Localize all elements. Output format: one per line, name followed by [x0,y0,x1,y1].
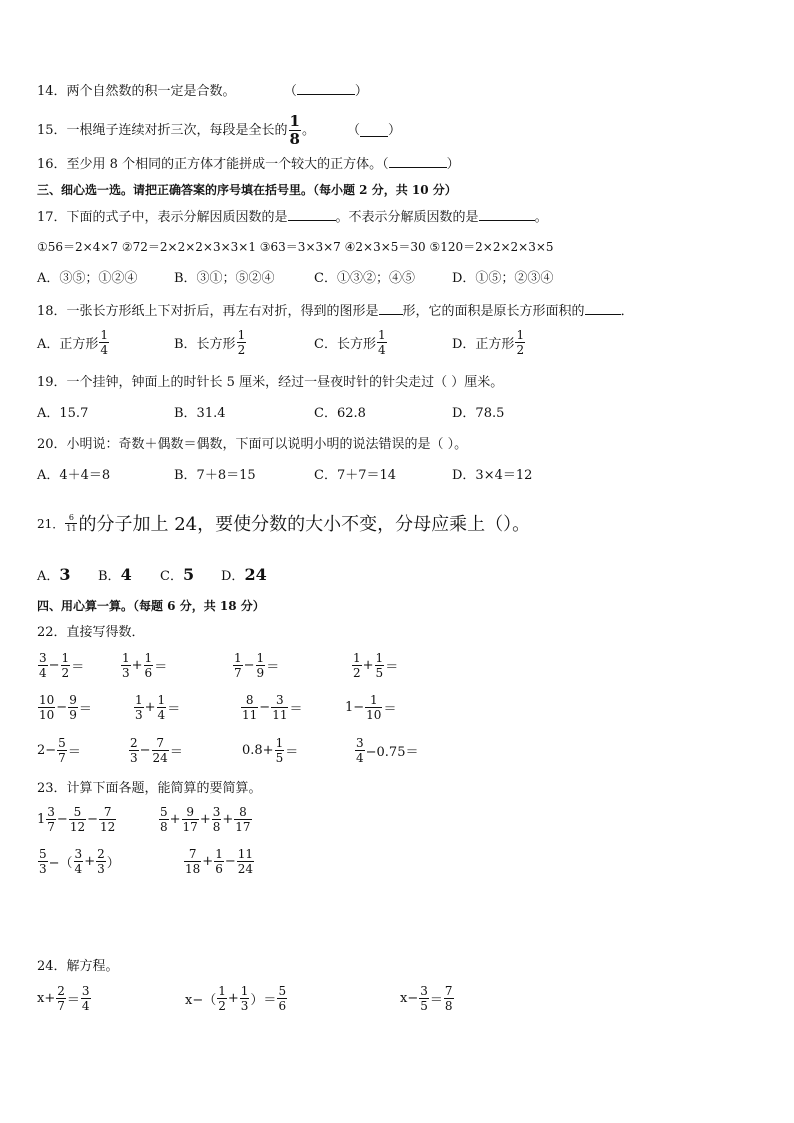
question-19: 19．一个挂钟，钟面上的时针长 5 厘米，经过一昼夜时针的针尖走过（ ）厘米。 [37,375,504,390]
q22-expr: 8 11 − 3 11 ＝ [242,693,303,722]
q24-equation: x+ $\frac{2}{7}$ ＝ 3 4 [37,984,90,1013]
answer-blank[interactable] [379,302,403,315]
q18-option-a[interactable]: A．正方形 1 4 [37,328,109,357]
q24-equation: x−（ 1 2 + 1 3 ）＝ 5 6 [185,984,287,1013]
q22-expr: 2− $\frac{5}{7}$ ＝ [37,736,81,765]
q22-expr: 3 4 −0.75＝ [356,736,419,765]
q19-option-b[interactable]: B．31.4 [174,406,226,421]
q22-expr: 2 3 − 7 24 ＝ [130,736,183,765]
q23-expr: 5 3 −（ 3 4 + 2 3 ） [39,847,120,876]
q19-option-c[interactable]: C．62.8 [314,406,366,421]
q21-option-c[interactable]: C． 5 [160,565,195,584]
answer-blank[interactable] [479,208,535,221]
fraction: 1 4 [100,328,109,357]
q24-equation: x− $\frac{3}{5}$ ＝ 7 8 [400,984,453,1013]
q20-option-a[interactable]: A．4＋4＝8 [37,468,111,483]
fraction: 1 8 [289,112,300,148]
q17-formulas: ①56＝2×4×7 ②72＝2×2×2×3×3×1 ③63＝3×3×7 ④2×3×5＝30 ⑤120＝2×2×2×3×5 [37,240,554,254]
q18-option-c[interactable]: C．长方形 1 4 [314,328,386,357]
answer-blank[interactable] [297,82,355,95]
q23-expr: 1 3 7 − 5 12 − 7 12 [37,805,116,834]
answer-blank[interactable] [288,208,336,221]
q21-option-b[interactable]: B． 4 [98,565,132,584]
q17-option-d[interactable]: D．①⑤；②③④ [452,271,554,286]
q22-expr: 1 3 + 1 4 ＝ [135,693,181,722]
q20-option-d[interactable]: D．3×4＝12 [452,468,533,483]
question-16: 16．至少用 8 个相同的正方体才能拼成一个较大的正方体。（ ） [37,157,460,172]
q18-option-b[interactable]: B．长方形 1 2 [174,328,246,357]
question-21: 21． 6 11 的分子加上 24，要使分数的大小不变，分母应乘上（）。 [37,512,531,535]
q19-option-a[interactable]: A．15.7 [37,406,89,421]
q21-option-a[interactable]: A． 3 [37,565,71,584]
q18-option-d[interactable]: D．正方形 1 2 [452,328,525,357]
fraction: 1 2 [516,328,525,357]
question-18: 18．一张长方形纸上下对折后，再左右对折，得到的图形是 形，它的面积是原长方形面积的 ． [37,304,634,319]
q17-option-a[interactable]: A．③⑤；①②④ [37,271,138,286]
question-23: 23．计算下面各题，能简算的要简算。 [37,781,262,796]
section-3-heading: 三、细心选一选。请把正确答案的序号填在括号里。（每小题 2 分，共 10 分） [37,183,457,197]
q22-expr: 10 10 − 9 9 ＝ [39,693,92,722]
answer-blank[interactable] [360,124,388,137]
q22-expr: 1 7 − 1 9 ＝ [234,651,280,680]
q17-option-c[interactable]: C．①③②；④⑤ [314,271,415,286]
q22-expr: 0.8+ $\frac{1}{5}$ ＝ [242,736,299,765]
q22-expr: 1− $\frac{1}{10}$ ＝ [345,693,397,722]
question-22: 22．直接写得数． [37,625,145,640]
fraction: 1 4 [377,328,386,357]
question-14: 14．两个自然数的积一定是合数。 （ ） [37,84,368,99]
q22-expr: 3 4 − 1 2 ＝ [39,651,85,680]
q23-expr: 5 8 + 9 17 + 3 8 + 8 17 [160,805,251,834]
q22-expr: 1 2 + 1 5 ＝ [353,651,399,680]
q17-option-b[interactable]: B．③①；⑤②④ [174,271,275,286]
fraction: 6 11 [66,512,77,533]
q23-expr: 7 18 + 1 6 − 11 24 [185,847,254,876]
q22-expr: 1 3 + 1 6 ＝ [122,651,168,680]
answer-blank[interactable] [389,155,447,168]
question-17: 17．下面的式子中，表示分解因质因数的是 。不表示分解质因数的是 。 [37,210,548,225]
answer-blank[interactable] [585,302,621,315]
q19-option-d[interactable]: D．78.5 [452,406,505,421]
q21-option-d[interactable]: D． 24 [221,565,267,584]
section-4-heading: 四、用心算一算。（每题 6 分，共 18 分） [37,599,265,613]
question-24: 24．解方程。 [37,959,119,974]
question-20: 20．小明说：奇数＋偶数＝偶数，下面可以说明小明的说法错误的是（ ）。 [37,437,468,452]
q20-option-c[interactable]: C．7＋7＝14 [314,468,397,483]
fraction: 1 2 [237,328,246,357]
question-15: 15．一根绳子连续对折三次，每段是全长的 1 8 。 （ ） [37,112,402,148]
q14-text: 14．两个自然数的积一定是合数。 [37,84,236,99]
q20-option-b[interactable]: B．7＋8＝15 [174,468,256,483]
